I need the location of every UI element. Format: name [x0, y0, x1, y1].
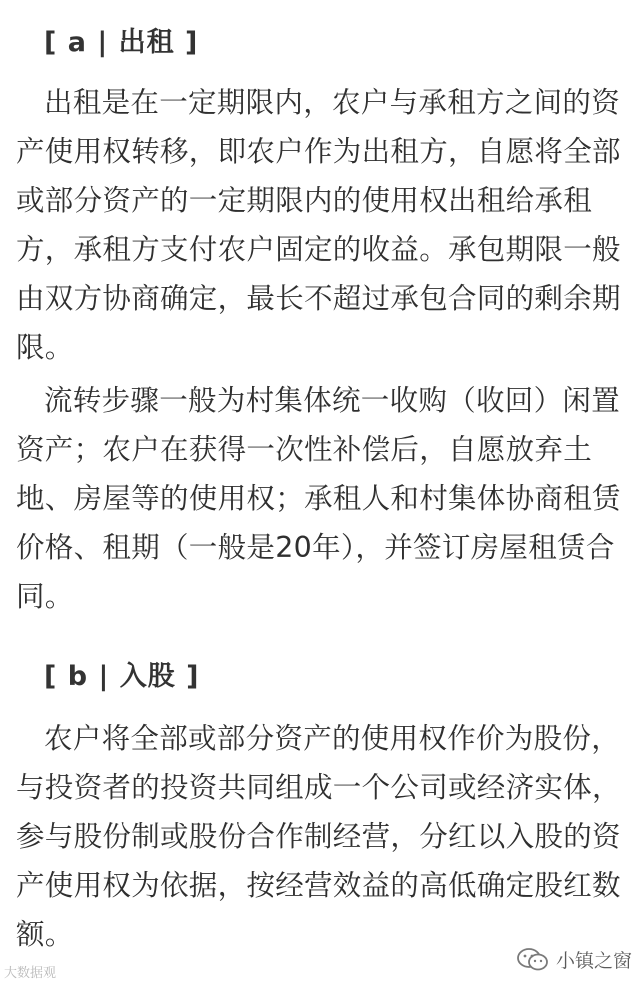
section-heading-a: [ a | 出租 ] [44, 27, 199, 58]
watermark-right [516, 946, 632, 973]
wechat-icon [516, 947, 550, 973]
section-heading-b: [ b | 入股 ] [44, 661, 200, 692]
watermark-left: 大数据观 [4, 966, 57, 981]
paragraph-rental-definition: 出租是在一定期限内，农户与承租方之间的资产使用权转移，即农户作为出租方，自愿将全部或部分资产的一定期限内的使用权出租给承租方，承租方支付农户固定的收益。承包期限一般由双方协商确定，最长不超过承包合同的剩余期限。 [16, 86, 621, 364]
paragraph-equity-definition: 农户将全部或部分资产的使用权作价为股份，与投资者的投资共同组成一个公司或经济实体，参与股份制或股份合作制经营，分红以入股的资产使用权为依据，按经营效益的高低确定股红数额。 [16, 722, 621, 951]
watermark-right-text: 小镇之窗 [555, 950, 632, 972]
paragraph-rental-steps: 流转步骤一般为村集体统一收购（收回）闲置资产；农户在获得一次性补偿后，自愿放弃土地、房屋等的使用权；承租人和村集体协商租赁价格、租期（一般是20年），并签订房屋租赁合同。 [16, 384, 621, 613]
